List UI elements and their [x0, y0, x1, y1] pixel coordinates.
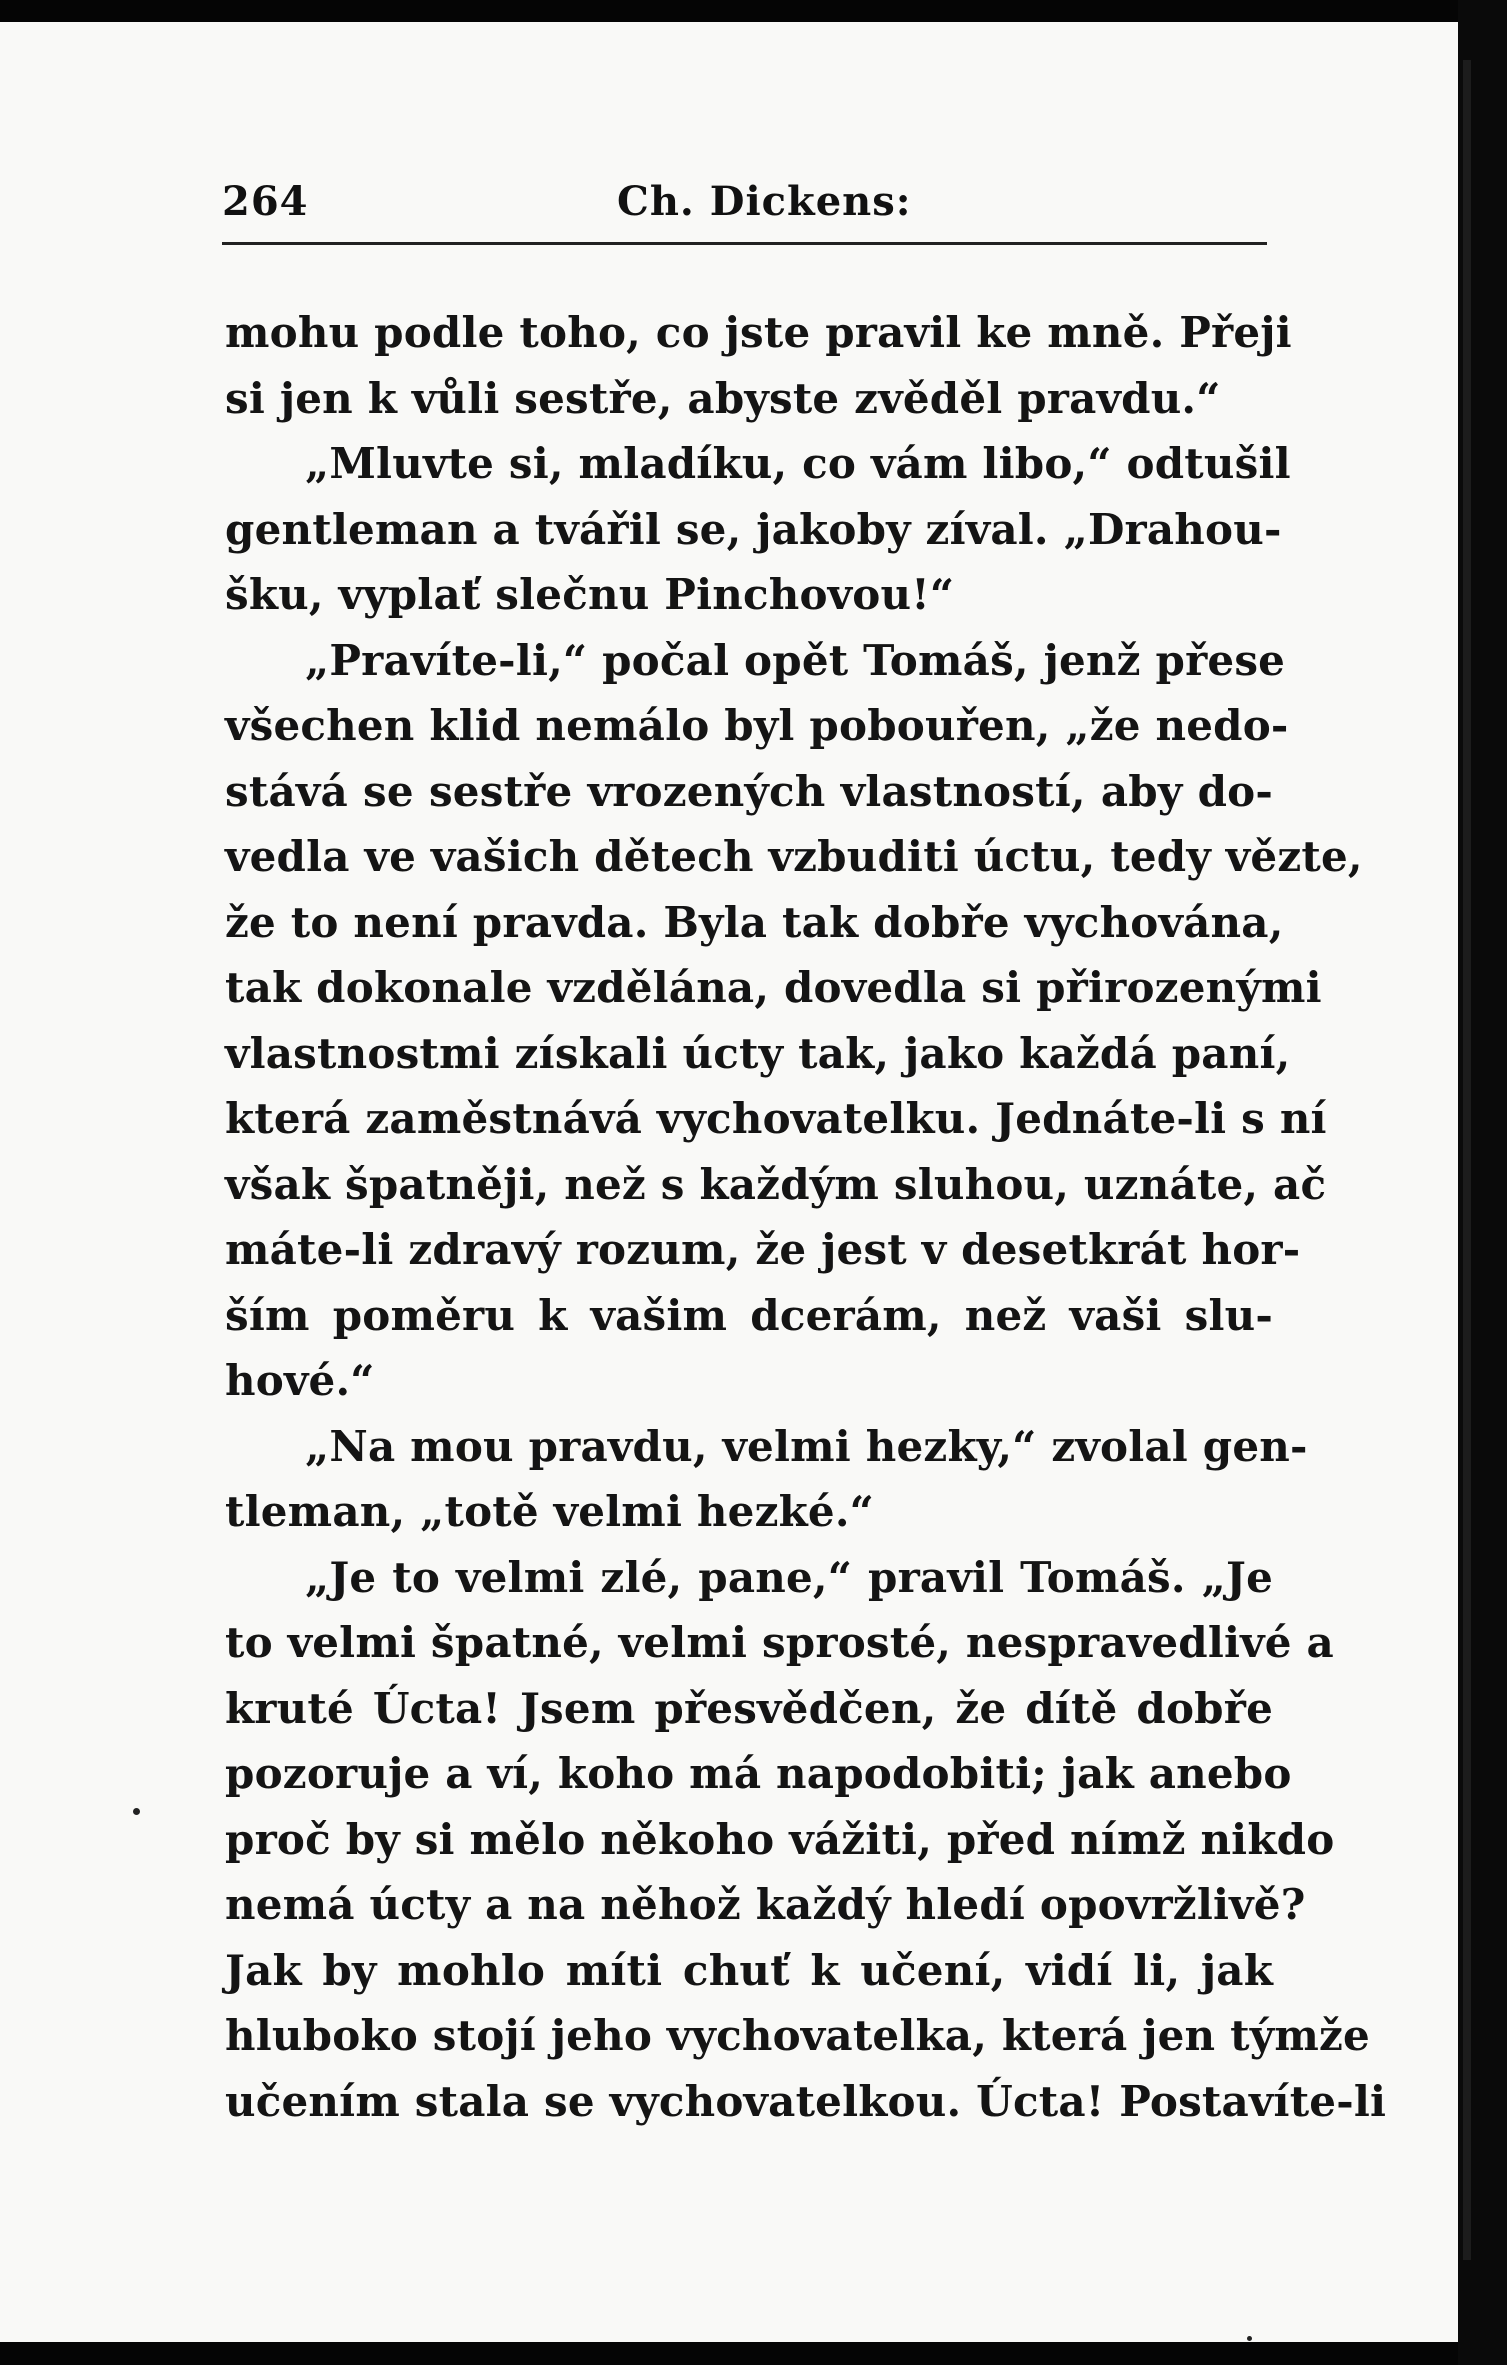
text-line: tleman, „totě velmi hezké.“ [225, 1487, 875, 1536]
text-line: „Mluvte si, mladíku, co vám libo,“ odtušil [305, 439, 1291, 488]
text-line: „Na mou pravdu, velmi hezky,“ zvolal gen- [305, 1421, 1308, 1471]
text-line: která zaměstnává vychovatelku. Jednáte-li s ní [225, 1094, 1327, 1143]
header-rule [222, 242, 1267, 245]
page-edge-shadow [1463, 60, 1471, 2260]
text-line: tak dokonale vzdělána, dovedla si přirozenými [225, 963, 1322, 1012]
text-line: všechen klid nemálo byl pobouřen, „že nedo- [225, 701, 1289, 750]
text-line: učením stala se vychovatelkou. Úcta! Postavíte-li [225, 2076, 1387, 2126]
body-text [225, 300, 1387, 2134]
text-line: proč by si mělo někoho vážiti, před nímž nikdo [225, 1814, 1335, 1864]
text-line: vedla ve vašich dětech vzbuditi úctu, tedy vězte, [225, 832, 1363, 881]
text-line: že to není pravda. Byla tak dobře vychována, [225, 897, 1284, 947]
text-line: gentleman a tvářil se, jakoby zíval. „Drahou- [225, 504, 1282, 554]
text-line: stává se sestře vrozených vlastností, aby do- [225, 766, 1273, 816]
running-head: Ch. Dickens: [617, 178, 912, 225]
text-line: hluboko stojí jeho vychovatelka, která jen týmže [225, 2011, 1370, 2060]
text-line: to velmi špatné, velmi sprosté, nespravedlivé a [225, 1618, 1334, 1667]
text-line: „Pravíte-li,“ počal opět Tomáš, jenž přese [305, 635, 1286, 685]
page-number: 264 [222, 178, 309, 225]
text-line: máte-li zdravý rozum, že jest v desetkrát hor- [225, 1225, 1301, 1274]
text-line: vlastnostmi získali úcty tak, jako každá paní, [225, 1028, 1291, 1078]
text-line: ším poměru k vašim dcerám, než vaši slu- [225, 1290, 1273, 1340]
text-line: však špatněji, než s každým sluhou, uznáte, ač [225, 1159, 1327, 1209]
text-line: Jak by mohlo míti chuť k učení, vidí li, jak [225, 1945, 1273, 1995]
text-line: hové.“ [225, 1356, 375, 1405]
text-line: pozoruje a ví, koho má napodobiti; jak anebo [225, 1749, 1292, 1798]
text-line: nemá úcty a na něhož každý hledí opovržlivě? [225, 1880, 1306, 1929]
text-line: šku, vyplať slečnu Pinchovou!“ [225, 570, 955, 619]
scan-speck [133, 1808, 140, 1815]
page-header [222, 178, 1267, 238]
scan-speck [1247, 2336, 1252, 2341]
text-line: kruté Úcta! Jsem přesvědčen, že dítě dobře [225, 1683, 1273, 1733]
text-line: mohu podle toho, co jste pravil ke mně. Přeji [225, 308, 1292, 357]
text-line: si jen k vůli sestře, abyste zvěděl pravdu.“ [225, 373, 1221, 423]
text-line: „Je to velmi zlé, pane,“ pravil Tomáš. „Je [305, 1552, 1273, 1602]
